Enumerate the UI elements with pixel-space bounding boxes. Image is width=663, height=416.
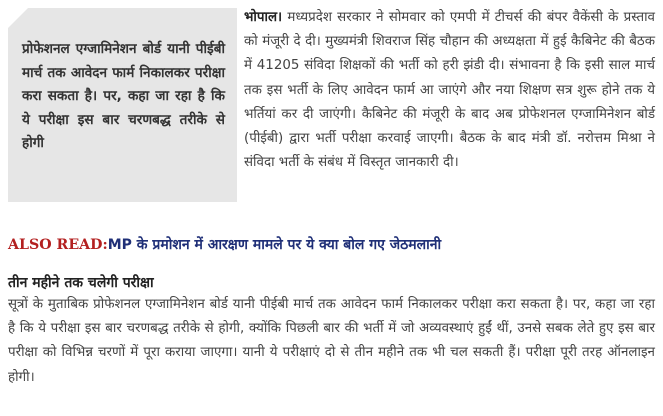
lead-text: मध्यप्रदेश सरकार ने सोमवार को एमपी में टीचर्स की बंपर वैकेंसी के प्रस्ताव को मंजूरी दे दी। मुख्यमंत्री शिवराज सिंह चौहान की अध्यक्षता में हुई कैबिनेट की बैठक में 41205 संविदा शिक्षकों की भर्ती को हरी झंडी दी। संभावना है कि इसी साल मार्च तक इस भर्ती के लिए आवेदन फार्म आ जाएंगे और नया शिक्षण सत्र शुरू होने तक ये भर्तियां कर दी जाएंगी। कैबिनेट की मंजूरी के बाद अब प्रोफेशनल एग्जामिनेशन बोर्ड (पीईबी) द्वारा भर्ती परीक्षा करवाई जाएगी। बैठक के बाद मंत्री डॉ. नरोत्तम मिश्रा ने संविदा भर्ती के संबंध में विस्तृत जानकारी दी। xyxy=(244,10,655,171)
section-heading: तीन महीने तक चलेगी परीक्षा xyxy=(8,275,154,291)
also-read-label: ALSO READ: xyxy=(8,237,108,253)
pull-quote-text: प्रोफेशनल एग्जामिनेशन बोर्ड यानी पीईबी मार्च तक आवेदन फार्म निकालकर परीक्षा करा सकता है। पर, कहा जा रहा है कि ये परीक्षा इस बार चरणबद्ध तरीके से होगी xyxy=(22,41,225,151)
also-read xyxy=(8,234,658,256)
also-read-link[interactable]: MP के प्रमोशन में आरक्षण मामले पर ये क्या बोल गए जेठमलानी xyxy=(107,237,442,253)
body-paragraph: सूत्रों के मुताबिक प्रोफेशनल एग्जामिनेशन बोर्ड यानी पीईबी मार्च तक आवेदन फार्म निकालकर परीक्षा करा सकता है। पर, कहा जा रहा है कि ये परीक्षा इस बार चरणबद्ध तरीके से होगी, क्योंकि पिछली बार की भर्ती में जो अव्यवस्थाएं हुईं थीं, उनसे सबक लेते हुए इस बार परीक्षा को विभिन्न चरणों में पूरा कराया जाएगा। यानी ये परीक्षाएं दो से तीन महीने तक भी चल सकती हैं। परीक्षा पूरी तरह ऑनलाइन होगी। xyxy=(8,297,655,385)
pull-quote-box xyxy=(8,8,237,202)
dateline: भोपाल। xyxy=(244,10,283,25)
